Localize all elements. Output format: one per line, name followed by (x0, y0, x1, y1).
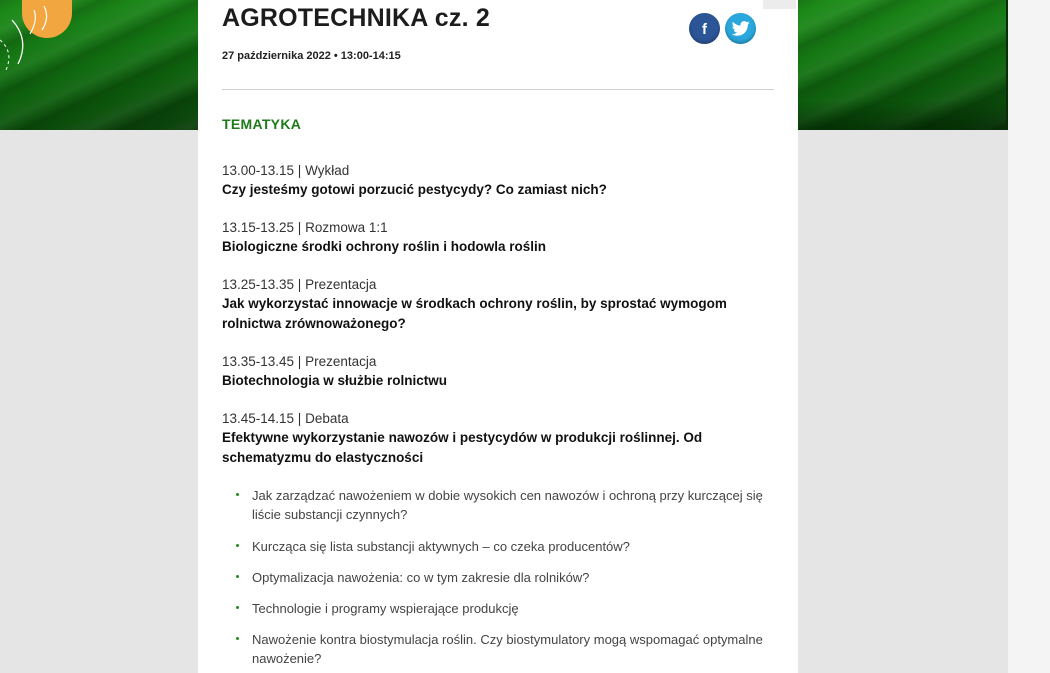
bullet-icon (236, 544, 239, 547)
agenda-item-time: 13.00-13.15 | Wykład (222, 163, 350, 178)
list-item-text: Kurcząca się lista substancji aktywnych – co czeka producentów? (252, 539, 630, 554)
list-item (236, 537, 781, 556)
agenda-item-title: Efektywne wykorzystanie nawozów i pestycydów w produkcji roślinnej. Od schematyzmu do elastyczności (222, 430, 703, 465)
agenda-item (222, 218, 774, 257)
agenda-item-title: Jak wykorzystać innowacje w środkach ochrony roślin, by sprostać wymogom rolnictwa zrównoważonego? (222, 296, 727, 331)
agenda-item-time: 13.25-13.35 | Prezentacja (222, 277, 377, 292)
page-background-strip (1008, 0, 1050, 673)
list-item (236, 630, 781, 668)
bullet-icon (236, 606, 239, 609)
decorative-lines-graphic (0, 0, 80, 80)
list-item (236, 568, 781, 587)
list-item (236, 599, 781, 618)
agenda-item-time: 13.15-13.25 | Rozmowa 1:1 (222, 220, 388, 235)
agenda-item (222, 352, 774, 391)
corner-tab (763, 0, 796, 9)
page-title: AGROTECHNIKA cz. 2 (222, 4, 490, 32)
header-banner-left (0, 0, 198, 130)
bullet-icon (236, 575, 239, 578)
agenda-item (222, 275, 774, 333)
title-divider (222, 89, 774, 90)
agenda-item (222, 161, 774, 200)
facebook-share-button[interactable] (689, 13, 720, 44)
agenda-item (222, 409, 774, 467)
bullet-icon (236, 493, 239, 496)
list-item-text: Nawożenie kontra biostymulacja roślin. Czy biostymulatory mogą wspomagać optymalne nawożenie? (252, 632, 763, 666)
svg-text:f: f (702, 21, 707, 38)
agenda-item-title: Biologiczne środki ochrony roślin i hodowla roślin (222, 239, 547, 254)
agenda-item-title: Biotechnologia w służbie rolnictwu (222, 373, 448, 388)
bullet-icon (236, 637, 239, 640)
list-item-text: Jak zarządzać nawożeniem w dobie wysokich cen nawozów i ochroną przy kurczącej się liście substancji czynnych? (252, 488, 763, 522)
twitter-icon (732, 21, 750, 36)
list-item (236, 486, 781, 524)
facebook-icon (689, 13, 720, 44)
debate-topics-list (236, 486, 781, 668)
list-item-text: Technologie i programy wspierające produkcję (252, 601, 519, 616)
event-date: 27 października 2022 • 13:00-14:15 (222, 50, 401, 62)
twitter-share-button[interactable] (725, 13, 756, 44)
agenda-item-time: 13.35-13.45 | Prezentacja (222, 354, 377, 369)
agenda-item-title: Czy jesteśmy gotowi porzucić pestycydy? Co zamiast nich? (222, 182, 607, 197)
section-title: TEMATYKA (222, 116, 302, 132)
list-item-text: Optymalizacja nawożenia: co w tym zakresie dla rolników? (252, 570, 590, 585)
agenda-item-time: 13.45-14.15 | Debata (222, 411, 349, 426)
header-banner-right (798, 0, 1008, 130)
